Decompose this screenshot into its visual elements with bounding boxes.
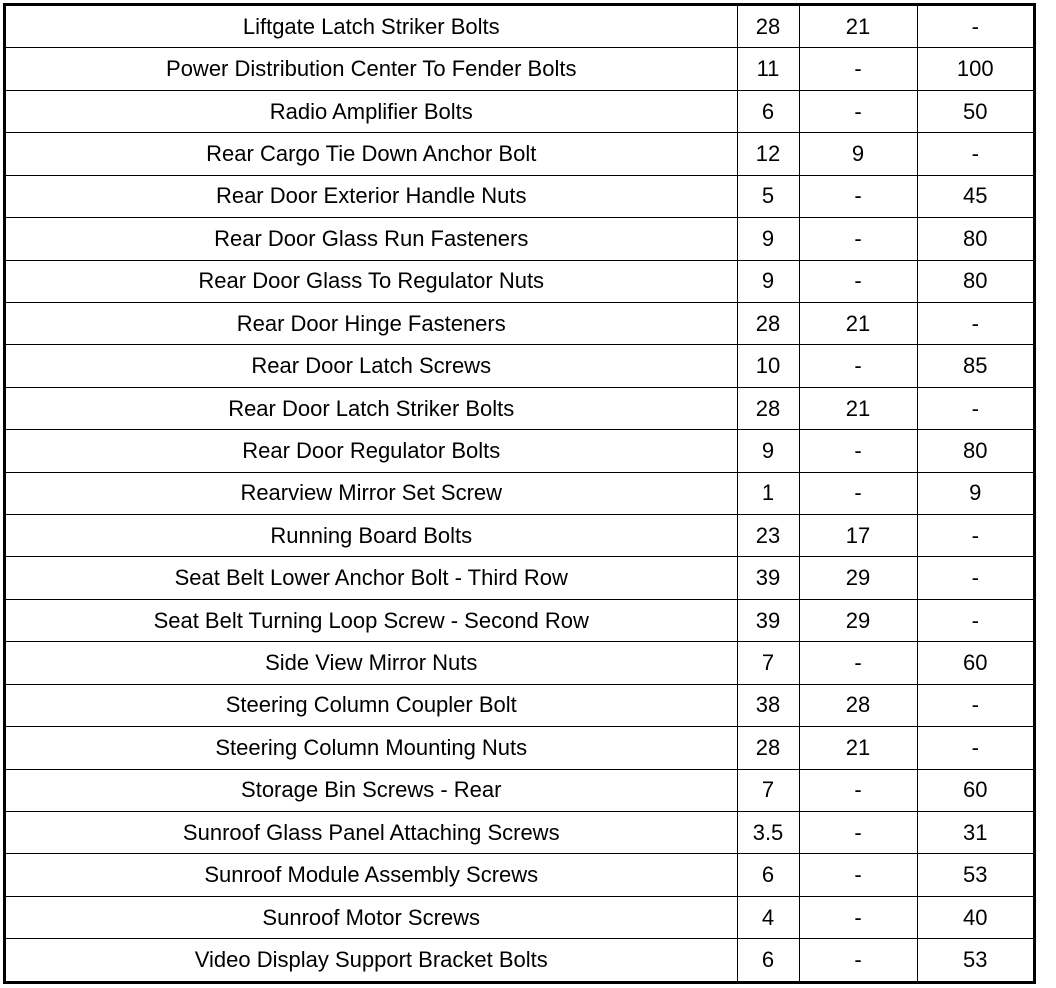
application-cell: Power Distribution Center To Fender Bolts	[6, 48, 737, 90]
torque-lbft-cell: 17	[799, 515, 917, 557]
torque-lbin-cell: 60	[917, 642, 1033, 684]
application-cell: Running Board Bolts	[6, 515, 737, 557]
torque-nm-cell: 39	[737, 557, 799, 599]
table-row	[6, 472, 1033, 514]
application-cell: Rear Door Glass Run Fasteners	[6, 218, 737, 260]
torque-nm-cell: 39	[737, 599, 799, 641]
table-row	[6, 6, 1033, 48]
torque-nm-cell: 6	[737, 939, 799, 981]
table-row	[6, 90, 1033, 132]
torque-lbft-cell: -	[799, 812, 917, 854]
application-cell: Steering Column Mounting Nuts	[6, 727, 737, 769]
torque-lbin-cell: 40	[917, 896, 1033, 938]
fastener-spec-table	[6, 6, 1033, 981]
torque-nm-cell: 9	[737, 260, 799, 302]
table-row	[6, 812, 1033, 854]
torque-lbft-cell: -	[799, 642, 917, 684]
torque-lbin-cell: 80	[917, 218, 1033, 260]
application-cell: Rear Door Latch Screws	[6, 345, 737, 387]
torque-lbin-cell: -	[917, 6, 1033, 48]
torque-lbft-cell: -	[799, 430, 917, 472]
table-row	[6, 515, 1033, 557]
torque-lbin-cell: -	[917, 133, 1033, 175]
torque-nm-cell: 6	[737, 854, 799, 896]
table-row	[6, 260, 1033, 302]
table-row	[6, 175, 1033, 217]
torque-lbft-cell: -	[799, 218, 917, 260]
torque-lbin-cell: -	[917, 684, 1033, 726]
torque-nm-cell: 3.5	[737, 812, 799, 854]
torque-nm-cell: 28	[737, 302, 799, 344]
torque-lbin-cell: 80	[917, 260, 1033, 302]
torque-lbft-cell: -	[799, 769, 917, 811]
application-cell: Rear Door Hinge Fasteners	[6, 302, 737, 344]
table-frame	[3, 3, 1036, 984]
torque-lbin-cell: 45	[917, 175, 1033, 217]
torque-lbft-cell: 21	[799, 6, 917, 48]
torque-lbin-cell: -	[917, 557, 1033, 599]
torque-nm-cell: 9	[737, 218, 799, 260]
torque-lbft-cell: -	[799, 260, 917, 302]
application-cell: Rear Cargo Tie Down Anchor Bolt	[6, 133, 737, 175]
application-cell: Storage Bin Screws - Rear	[6, 769, 737, 811]
table-row	[6, 854, 1033, 896]
torque-lbin-cell: 50	[917, 90, 1033, 132]
application-cell: Rearview Mirror Set Screw	[6, 472, 737, 514]
torque-lbft-cell: -	[799, 939, 917, 981]
torque-lbin-cell: -	[917, 515, 1033, 557]
table-row	[6, 48, 1033, 90]
application-cell: Rear Door Regulator Bolts	[6, 430, 737, 472]
torque-lbft-cell: -	[799, 175, 917, 217]
application-cell: Radio Amplifier Bolts	[6, 90, 737, 132]
application-cell: Steering Column Coupler Bolt	[6, 684, 737, 726]
application-cell: Seat Belt Lower Anchor Bolt - Third Row	[6, 557, 737, 599]
torque-nm-cell: 7	[737, 642, 799, 684]
application-cell: Sunroof Glass Panel Attaching Screws	[6, 812, 737, 854]
table-row	[6, 769, 1033, 811]
torque-lbin-cell: 53	[917, 854, 1033, 896]
application-cell: Rear Door Glass To Regulator Nuts	[6, 260, 737, 302]
table-row	[6, 430, 1033, 472]
torque-nm-cell: 23	[737, 515, 799, 557]
table-row	[6, 642, 1033, 684]
table-body	[6, 6, 1033, 981]
torque-lbft-cell: 21	[799, 302, 917, 344]
torque-lbft-cell: 21	[799, 387, 917, 429]
torque-lbft-cell: -	[799, 90, 917, 132]
torque-nm-cell: 28	[737, 6, 799, 48]
torque-nm-cell: 9	[737, 430, 799, 472]
table-row	[6, 345, 1033, 387]
table-row	[6, 133, 1033, 175]
table-row	[6, 939, 1033, 981]
torque-lbin-cell: -	[917, 302, 1033, 344]
application-cell: Sunroof Module Assembly Screws	[6, 854, 737, 896]
torque-nm-cell: 1	[737, 472, 799, 514]
torque-lbft-cell: -	[799, 472, 917, 514]
torque-nm-cell: 7	[737, 769, 799, 811]
torque-lbft-cell: 21	[799, 727, 917, 769]
application-cell: Liftgate Latch Striker Bolts	[6, 6, 737, 48]
application-cell: Rear Door Exterior Handle Nuts	[6, 175, 737, 217]
torque-lbin-cell: 85	[917, 345, 1033, 387]
application-cell: Sunroof Motor Screws	[6, 896, 737, 938]
torque-nm-cell: 4	[737, 896, 799, 938]
table-row	[6, 557, 1033, 599]
torque-lbin-cell: 9	[917, 472, 1033, 514]
application-cell: Side View Mirror Nuts	[6, 642, 737, 684]
torque-lbin-cell: -	[917, 727, 1033, 769]
application-cell: Seat Belt Turning Loop Screw - Second Row	[6, 599, 737, 641]
torque-lbft-cell: 9	[799, 133, 917, 175]
torque-lbft-cell: -	[799, 896, 917, 938]
torque-nm-cell: 12	[737, 133, 799, 175]
torque-nm-cell: 6	[737, 90, 799, 132]
torque-nm-cell: 28	[737, 727, 799, 769]
torque-nm-cell: 38	[737, 684, 799, 726]
torque-nm-cell: 10	[737, 345, 799, 387]
torque-lbin-cell: -	[917, 599, 1033, 641]
torque-lbft-cell: -	[799, 48, 917, 90]
torque-lbin-cell: 80	[917, 430, 1033, 472]
torque-nm-cell: 11	[737, 48, 799, 90]
table-row	[6, 387, 1033, 429]
torque-lbin-cell: 31	[917, 812, 1033, 854]
application-cell: Video Display Support Bracket Bolts	[6, 939, 737, 981]
torque-lbin-cell: 60	[917, 769, 1033, 811]
torque-lbin-cell: 100	[917, 48, 1033, 90]
table-row	[6, 727, 1033, 769]
torque-nm-cell: 5	[737, 175, 799, 217]
table-row	[6, 218, 1033, 260]
torque-lbft-cell: 28	[799, 684, 917, 726]
application-cell: Rear Door Latch Striker Bolts	[6, 387, 737, 429]
torque-lbft-cell: -	[799, 345, 917, 387]
torque-lbft-cell: -	[799, 854, 917, 896]
table-row	[6, 684, 1033, 726]
table-row	[6, 896, 1033, 938]
torque-lbft-cell: 29	[799, 557, 917, 599]
torque-nm-cell: 28	[737, 387, 799, 429]
table-row	[6, 302, 1033, 344]
torque-lbft-cell: 29	[799, 599, 917, 641]
torque-lbin-cell: -	[917, 387, 1033, 429]
table-row	[6, 599, 1033, 641]
torque-lbin-cell: 53	[917, 939, 1033, 981]
